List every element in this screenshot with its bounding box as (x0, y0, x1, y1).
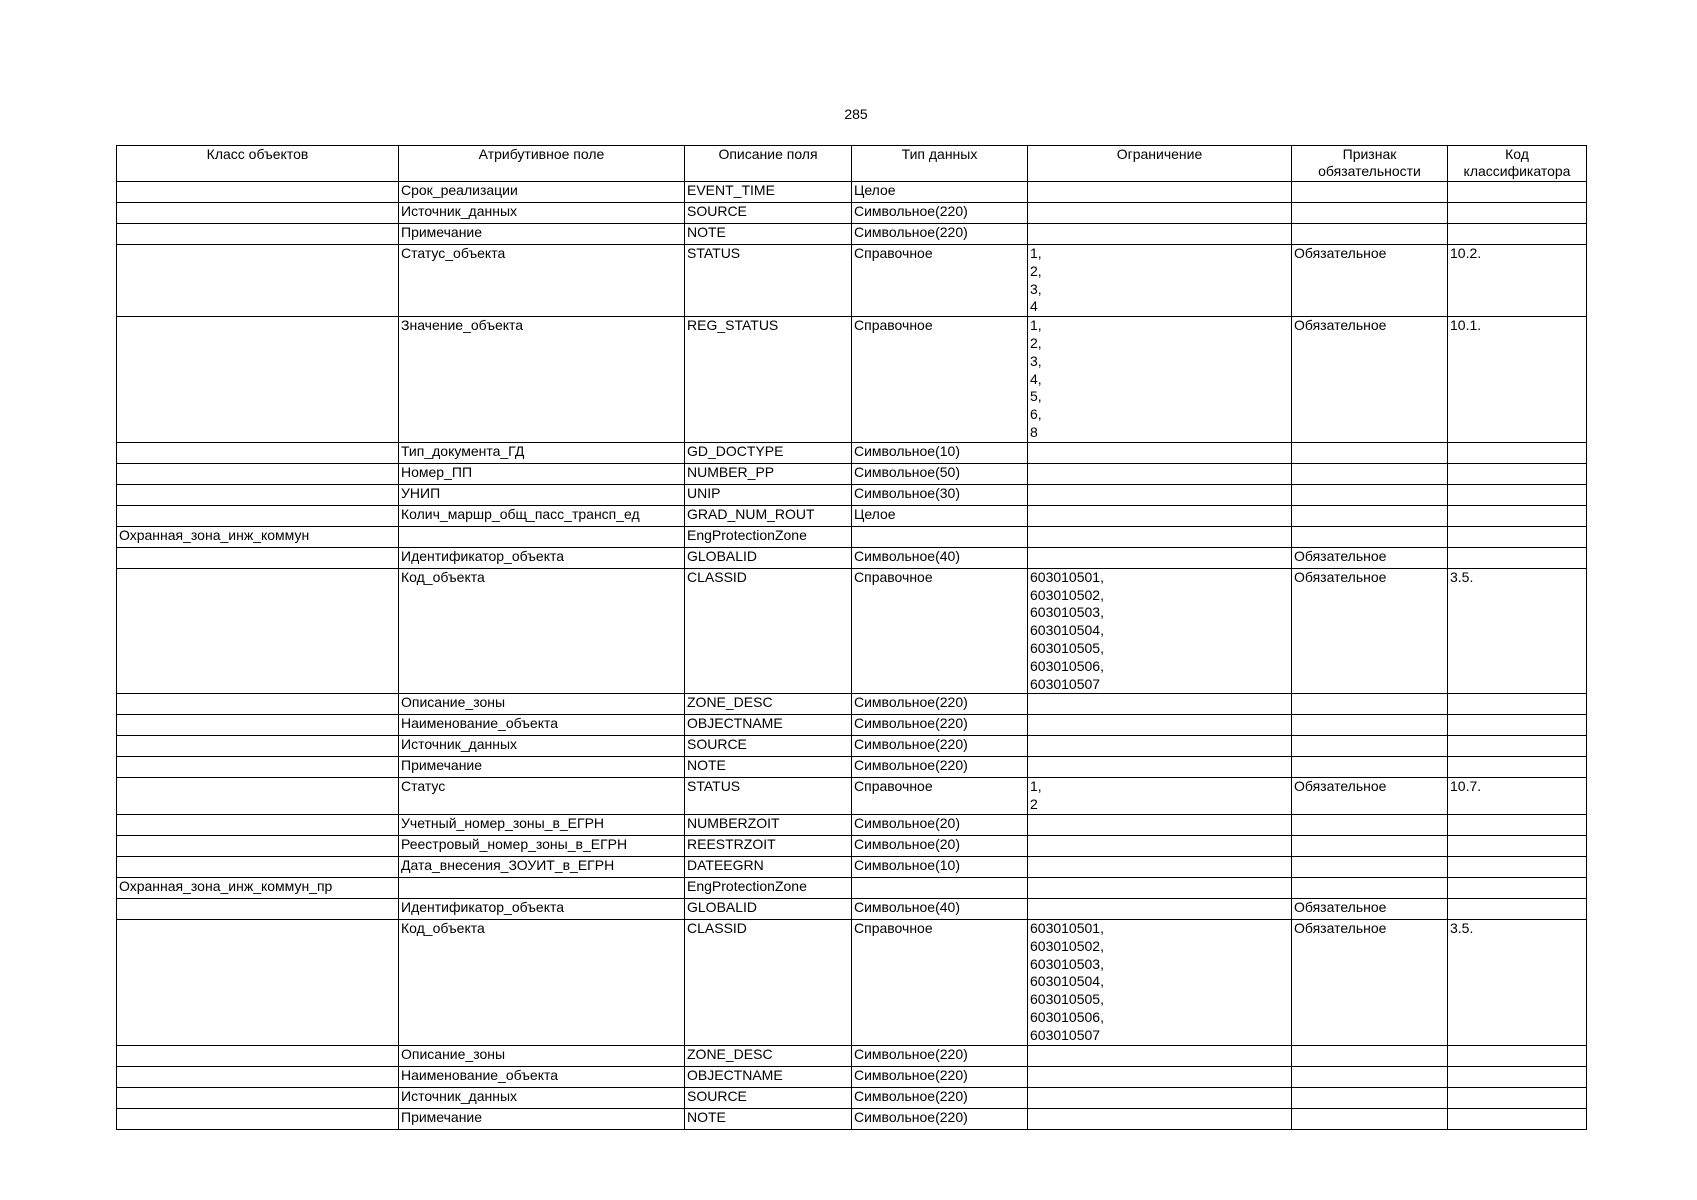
constraint-cell (1028, 898, 1292, 919)
object-class-cell (117, 736, 399, 757)
constraint-cell (1028, 203, 1292, 224)
classifier-code-cell (1448, 463, 1587, 484)
table-row (117, 203, 1587, 224)
table-row (117, 224, 1587, 245)
attribute-field-cell (399, 526, 685, 547)
classifier-code-cell: 3.5. (1448, 919, 1587, 1045)
mandatory-flag-cell (1292, 835, 1448, 856)
field-description-cell: NUMBER_PP (685, 463, 852, 484)
column-header-attribute-field: Атрибутивное поле (399, 146, 685, 182)
mandatory-flag-cell (1292, 526, 1448, 547)
mandatory-flag-cell (1292, 757, 1448, 778)
object-class-cell: Охранная_зона_инж_коммун_пр (117, 877, 399, 898)
data-type-cell: Символьное(220) (852, 715, 1028, 736)
table-row (117, 694, 1587, 715)
table-row (117, 317, 1587, 443)
field-description-cell: SOURCE (685, 736, 852, 757)
table-row (117, 442, 1587, 463)
table-row (117, 1045, 1587, 1066)
constraint-cell (1028, 757, 1292, 778)
attribute-field-cell: Наименование_объекта (399, 1066, 685, 1087)
object-class-cell (117, 317, 399, 443)
attribute-field-cell: Код_объекта (399, 919, 685, 1045)
attribute-field-cell (399, 877, 685, 898)
mandatory-flag-cell (1292, 1108, 1448, 1129)
classifier-code-cell (1448, 224, 1587, 245)
mandatory-flag-cell (1292, 505, 1448, 526)
classifier-code-cell (1448, 856, 1587, 877)
field-description-cell: UNIP (685, 484, 852, 505)
table-row (117, 715, 1587, 736)
object-class-cell (117, 182, 399, 203)
object-class-cell (117, 856, 399, 877)
mandatory-flag-cell: Обязательное (1292, 919, 1448, 1045)
data-type-cell: Символьное(220) (852, 1045, 1028, 1066)
attribute-field-cell: Значение_объекта (399, 317, 685, 443)
attribute-field-cell: Примечание (399, 757, 685, 778)
field-description-cell: NUMBERZOIT (685, 814, 852, 835)
field-description-cell: NOTE (685, 757, 852, 778)
object-class-cell (117, 203, 399, 224)
table-row (117, 547, 1587, 568)
field-description-cell: SOURCE (685, 203, 852, 224)
page-number: 285 (844, 106, 868, 122)
field-description-cell: OBJECTNAME (685, 1066, 852, 1087)
attribute-field-cell: Статус_объекта (399, 245, 685, 317)
table-row (117, 1087, 1587, 1108)
mandatory-flag-cell (1292, 856, 1448, 877)
table-row (117, 856, 1587, 877)
object-class-cell (117, 694, 399, 715)
attribute-table (116, 145, 1587, 1130)
mandatory-flag-cell: Обязательное (1292, 778, 1448, 815)
object-class-cell (117, 778, 399, 815)
data-type-cell: Справочное (852, 568, 1028, 694)
object-class-cell (117, 505, 399, 526)
column-header-constraint: Ограничение (1028, 146, 1292, 182)
object-class-cell: Охранная_зона_инж_коммун (117, 526, 399, 547)
object-class-cell (117, 442, 399, 463)
constraint-cell (1028, 484, 1292, 505)
table-row (117, 877, 1587, 898)
object-class-cell (117, 224, 399, 245)
table-row (117, 898, 1587, 919)
classifier-code-cell (1448, 835, 1587, 856)
object-class-cell (117, 1087, 399, 1108)
constraint-cell (1028, 835, 1292, 856)
data-type-cell: Символьное(40) (852, 547, 1028, 568)
column-header-object-class: Класс объектов (117, 146, 399, 182)
object-class-cell (117, 1108, 399, 1129)
classifier-code-cell (1448, 484, 1587, 505)
attribute-field-cell: Идентификатор_объекта (399, 547, 685, 568)
constraint-cell: 1, 2, 3, 4 (1028, 245, 1292, 317)
data-type-cell: Символьное(220) (852, 1066, 1028, 1087)
data-type-cell: Справочное (852, 245, 1028, 317)
constraint-cell (1028, 1045, 1292, 1066)
table-row (117, 245, 1587, 317)
table-row (117, 736, 1587, 757)
classifier-code-cell (1448, 694, 1587, 715)
data-type-cell: Символьное(20) (852, 814, 1028, 835)
table-row (117, 757, 1587, 778)
data-type-cell: Символьное(50) (852, 463, 1028, 484)
mandatory-flag-cell (1292, 224, 1448, 245)
data-type-cell: Символьное(40) (852, 898, 1028, 919)
mandatory-flag-cell (1292, 484, 1448, 505)
mandatory-flag-cell (1292, 1087, 1448, 1108)
constraint-cell (1028, 224, 1292, 245)
object-class-cell (117, 835, 399, 856)
mandatory-flag-cell (1292, 203, 1448, 224)
attribute-field-cell: Колич_маршр_общ_пасс_трансп_ед (399, 505, 685, 526)
mandatory-flag-cell: Обязательное (1292, 568, 1448, 694)
classifier-code-cell (1448, 715, 1587, 736)
attribute-field-cell: Дата_внесения_ЗОУИТ_в_ЕГРН (399, 856, 685, 877)
classifier-code-cell (1448, 898, 1587, 919)
data-type-cell (852, 877, 1028, 898)
field-description-cell: NOTE (685, 1108, 852, 1129)
attribute-field-cell: Наименование_объекта (399, 715, 685, 736)
data-type-cell: Символьное(220) (852, 224, 1028, 245)
field-description-cell: CLASSID (685, 919, 852, 1045)
attribute-field-cell: Источник_данных (399, 1087, 685, 1108)
data-type-cell: Справочное (852, 778, 1028, 815)
table-row (117, 835, 1587, 856)
constraint-cell (1028, 1087, 1292, 1108)
attribute-field-cell: Реестровый_номер_зоны_в_ЕГРН (399, 835, 685, 856)
field-description-cell: DATEEGRN (685, 856, 852, 877)
attribute-field-cell: Номер_ПП (399, 463, 685, 484)
object-class-cell (117, 568, 399, 694)
mandatory-flag-cell (1292, 442, 1448, 463)
attribute-field-cell: Идентификатор_объекта (399, 898, 685, 919)
object-class-cell (117, 484, 399, 505)
field-description-cell: ZONE_DESC (685, 694, 852, 715)
object-class-cell (117, 814, 399, 835)
mandatory-flag-cell (1292, 182, 1448, 203)
constraint-cell (1028, 877, 1292, 898)
classifier-code-cell (1448, 1045, 1587, 1066)
attribute-field-cell: Статус (399, 778, 685, 815)
field-description-cell: GRAD_NUM_ROUT (685, 505, 852, 526)
object-class-cell (117, 1045, 399, 1066)
data-type-cell: Символьное(220) (852, 1087, 1028, 1108)
constraint-cell (1028, 736, 1292, 757)
classifier-code-cell (1448, 442, 1587, 463)
attribute-field-cell: Примечание (399, 224, 685, 245)
table-row (117, 814, 1587, 835)
object-class-cell (117, 919, 399, 1045)
data-type-cell: Символьное(220) (852, 694, 1028, 715)
classifier-code-cell: 10.7. (1448, 778, 1587, 815)
column-header-field-description: Описание поля (685, 146, 852, 182)
constraint-cell (1028, 1108, 1292, 1129)
constraint-cell (1028, 547, 1292, 568)
field-description-cell: REESTRZOIT (685, 835, 852, 856)
table-row (117, 182, 1587, 203)
constraint-cell (1028, 505, 1292, 526)
field-description-cell: OBJECTNAME (685, 715, 852, 736)
constraint-cell: 1, 2 (1028, 778, 1292, 815)
field-description-cell: EngProtectionZone (685, 877, 852, 898)
mandatory-flag-cell (1292, 736, 1448, 757)
classifier-code-cell (1448, 736, 1587, 757)
classifier-code-cell (1448, 547, 1587, 568)
data-type-cell: Справочное (852, 919, 1028, 1045)
classifier-code-cell (1448, 526, 1587, 547)
constraint-cell (1028, 1066, 1292, 1087)
field-description-cell: REG_STATUS (685, 317, 852, 443)
constraint-cell (1028, 814, 1292, 835)
table-body (117, 182, 1587, 1130)
object-class-cell (117, 715, 399, 736)
mandatory-flag-cell: Обязательное (1292, 547, 1448, 568)
attribute-field-cell: Источник_данных (399, 203, 685, 224)
data-type-cell: Символьное(220) (852, 203, 1028, 224)
constraint-cell (1028, 856, 1292, 877)
object-class-cell (117, 757, 399, 778)
constraint-cell (1028, 694, 1292, 715)
field-description-cell: SOURCE (685, 1087, 852, 1108)
table-row (117, 1108, 1587, 1129)
mandatory-flag-cell (1292, 814, 1448, 835)
mandatory-flag-cell (1292, 1066, 1448, 1087)
data-type-cell: Символьное(220) (852, 757, 1028, 778)
constraint-cell: 603010501, 603010502, 603010503, 603010504, 603010505, 603010506, 603010507 (1028, 568, 1292, 694)
classifier-code-cell (1448, 757, 1587, 778)
data-type-cell: Символьное(10) (852, 856, 1028, 877)
mandatory-flag-cell (1292, 463, 1448, 484)
constraint-cell (1028, 526, 1292, 547)
classifier-code-cell (1448, 1066, 1587, 1087)
field-description-cell: GLOBALID (685, 547, 852, 568)
attribute-field-cell: Описание_зоны (399, 694, 685, 715)
object-class-cell (117, 463, 399, 484)
data-type-cell (852, 526, 1028, 547)
field-description-cell: STATUS (685, 778, 852, 815)
mandatory-flag-cell (1292, 1045, 1448, 1066)
field-description-cell: GD_DOCTYPE (685, 442, 852, 463)
field-description-cell: CLASSID (685, 568, 852, 694)
attribute-field-cell: Примечание (399, 1108, 685, 1129)
attribute-field-cell: Тип_документа_ГД (399, 442, 685, 463)
field-description-cell: EngProtectionZone (685, 526, 852, 547)
table-row (117, 1066, 1587, 1087)
table-header-row (117, 146, 1587, 182)
constraint-cell: 1, 2, 3, 4, 5, 6, 8 (1028, 317, 1292, 443)
classifier-code-cell (1448, 203, 1587, 224)
mandatory-flag-cell: Обязательное (1292, 245, 1448, 317)
field-description-cell: GLOBALID (685, 898, 852, 919)
table-row (117, 568, 1587, 694)
field-description-cell: NOTE (685, 224, 852, 245)
attribute-field-cell: Источник_данных (399, 736, 685, 757)
attribute-field-cell: Срок_реализации (399, 182, 685, 203)
table-row (117, 526, 1587, 547)
constraint-cell (1028, 182, 1292, 203)
mandatory-flag-cell: Обязательное (1292, 898, 1448, 919)
constraint-cell (1028, 715, 1292, 736)
object-class-cell (117, 898, 399, 919)
field-description-cell: EVENT_TIME (685, 182, 852, 203)
data-type-cell: Справочное (852, 317, 1028, 443)
column-header-classifier-code: Код классификатора (1448, 146, 1587, 182)
mandatory-flag-cell: Обязательное (1292, 317, 1448, 443)
table-row (117, 919, 1587, 1045)
table-row (117, 505, 1587, 526)
constraint-cell (1028, 463, 1292, 484)
data-type-cell: Символьное(30) (852, 484, 1028, 505)
table-row (117, 463, 1587, 484)
table-row (117, 484, 1587, 505)
classifier-code-cell (1448, 182, 1587, 203)
mandatory-flag-cell (1292, 877, 1448, 898)
constraint-cell (1028, 442, 1292, 463)
data-type-cell: Целое (852, 182, 1028, 203)
attribute-field-cell: УНИП (399, 484, 685, 505)
mandatory-flag-cell (1292, 715, 1448, 736)
table-row (117, 778, 1587, 815)
data-type-cell: Символьное(220) (852, 736, 1028, 757)
classifier-code-cell: 10.1. (1448, 317, 1587, 443)
field-description-cell: STATUS (685, 245, 852, 317)
column-header-data-type: Тип данных (852, 146, 1028, 182)
field-description-cell: ZONE_DESC (685, 1045, 852, 1066)
object-class-cell (117, 1066, 399, 1087)
classifier-code-cell (1448, 1108, 1587, 1129)
classifier-code-cell: 10.2. (1448, 245, 1587, 317)
attribute-field-cell: Код_объекта (399, 568, 685, 694)
data-type-cell: Символьное(220) (852, 1108, 1028, 1129)
object-class-cell (117, 547, 399, 568)
object-class-cell (117, 245, 399, 317)
mandatory-flag-cell (1292, 694, 1448, 715)
data-type-cell: Символьное(20) (852, 835, 1028, 856)
column-header-mandatory-flag: Признак обязательности (1292, 146, 1448, 182)
constraint-cell: 603010501, 603010502, 603010503, 603010504, 603010505, 603010506, 603010507 (1028, 919, 1292, 1045)
classifier-code-cell (1448, 1087, 1587, 1108)
classifier-code-cell (1448, 877, 1587, 898)
classifier-code-cell: 3.5. (1448, 568, 1587, 694)
classifier-code-cell (1448, 814, 1587, 835)
attribute-field-cell: Учетный_номер_зоны_в_ЕГРН (399, 814, 685, 835)
attribute-field-cell: Описание_зоны (399, 1045, 685, 1066)
data-type-cell: Символьное(10) (852, 442, 1028, 463)
data-type-cell: Целое (852, 505, 1028, 526)
classifier-code-cell (1448, 505, 1587, 526)
